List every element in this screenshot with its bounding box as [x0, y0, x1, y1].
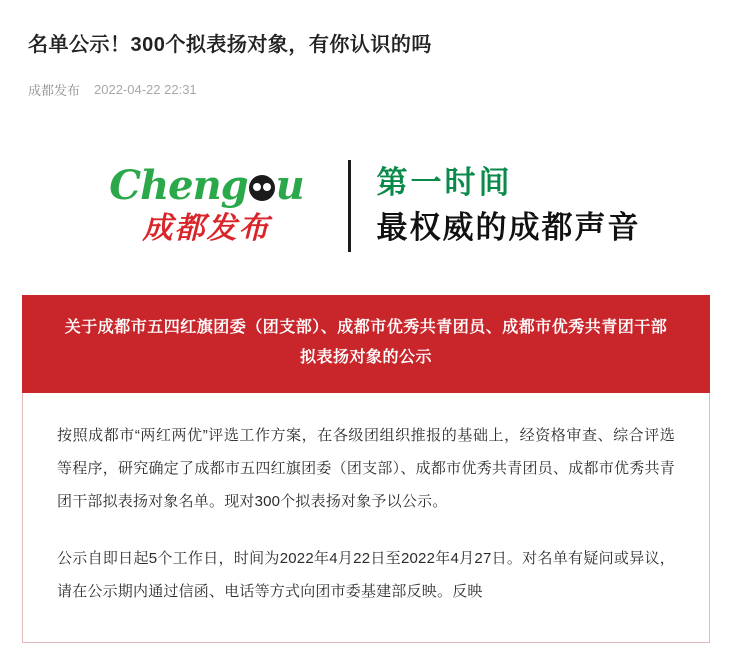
banner-slogan-line2: 最权威的成都声音 — [376, 210, 641, 246]
notice-paragraph: 公示自即日起5个工作日，时间为2022年4月22日至2022年4月27日。对名单有疑问或异议，请在公示期内通过信函、电话等方式向团市委基建部反映。反映 — [57, 550, 675, 600]
wordmark-text-left: Cheng — [109, 162, 248, 209]
wordmark-text-right: u — [275, 162, 304, 209]
article-meta — [28, 80, 704, 99]
page-title: 名单公示！300个拟表扬对象，有你认识的吗 — [28, 34, 432, 56]
article-source[interactable]: 成都发布 — [28, 83, 81, 98]
notice-body — [22, 393, 710, 643]
banner-slogan-line1: 第一时间 — [376, 165, 513, 201]
article-timestamp: 2022-04-22 22:31 — [94, 82, 197, 97]
notice-title-banner: 关于成都市五四红旗团委（团支部）、成都市优秀共青团员、成都市优秀共青团干部拟表扬对象的公示 — [22, 295, 710, 393]
panda-icon — [249, 175, 275, 201]
banner-logo-left — [92, 164, 322, 248]
banner-slogan — [377, 163, 641, 249]
notice-paragraph: 按照成都市“两红两优”评选工作方案，在各级团组织推报的基础上，经资格审查、综合评选等程序，研究确定了成都市五四红旗团委（团支部）、成都市优秀共青团员、成都市优秀共青团干部拟表扬对象名单。现对300个拟表扬对象予以公示。 — [57, 427, 675, 510]
brand-banner-image — [0, 141, 732, 271]
chengdu-wordmark — [92, 164, 322, 208]
banner-subtitle: 成都发布 — [142, 211, 271, 246]
article-header — [0, 0, 732, 99]
banner-divider — [348, 160, 351, 252]
